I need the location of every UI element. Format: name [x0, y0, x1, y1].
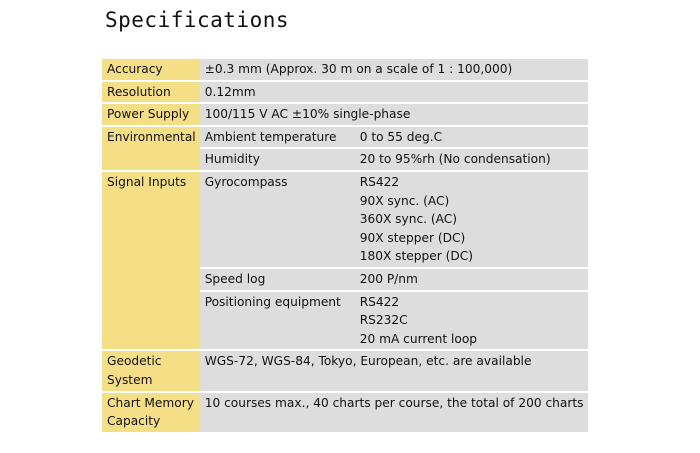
geodetic-system-value: WGS-72, WGS-84, Tokyo, European, etc. are available	[200, 351, 588, 390]
env-item-value: 20 to 95%rh (No condensation)	[355, 149, 588, 170]
row-label-signal-inputs: Signal Inputs	[102, 172, 200, 349]
gyrocompass-value-line: 90X sync. (AC)	[359, 193, 450, 208]
gyrocompass-value-line: 360X sync. (AC)	[359, 212, 458, 227]
row-label-chart-memory-capacity	[102, 393, 200, 432]
signal-item-name: Gyrocompass	[200, 172, 355, 267]
specifications-table	[102, 57, 588, 434]
table-row	[102, 351, 588, 390]
row-label-power-supply: Power Supply	[102, 104, 200, 125]
signal-item-name: Positioning equipment	[200, 292, 355, 350]
env-item-name: Ambient temperature	[200, 127, 355, 148]
resolution-value: 0.12mm	[200, 82, 588, 103]
row-label-accuracy: Accuracy	[102, 59, 200, 80]
positioning-value-line: RS422	[359, 294, 400, 309]
positioning-values	[355, 292, 588, 350]
chart-memory-label-line: Capacity	[107, 414, 161, 429]
chart-memory-label-line: Chart Memory	[107, 395, 194, 410]
row-label-resolution: Resolution	[102, 82, 200, 103]
row-label-geodetic-system: Geodetic System	[102, 351, 200, 390]
positioning-value-line: RS232C	[359, 313, 408, 328]
table-row	[102, 59, 588, 80]
table-row	[102, 127, 588, 148]
positioning-value-line: 20 mA current loop	[359, 331, 478, 346]
table-row	[102, 172, 588, 267]
table-row	[102, 104, 588, 125]
gyrocompass-values	[355, 172, 588, 267]
chart-memory-value: 10 courses max., 40 charts per course, the total of 200 charts	[200, 393, 588, 432]
env-item-name: Humidity	[200, 149, 355, 170]
table-row	[102, 393, 588, 432]
gyrocompass-value-line: 180X stepper (DC)	[359, 249, 474, 264]
gyrocompass-value-line: RS422	[359, 174, 400, 189]
power-supply-value: 100/115 V AC ±10% single-phase	[200, 104, 588, 125]
env-item-value: 0 to 55 deg.C	[355, 127, 588, 148]
table-row	[102, 82, 588, 103]
signal-item-name: Speed log	[200, 269, 355, 290]
gyrocompass-value-line: 90X stepper (DC)	[359, 230, 466, 245]
accuracy-value: ±0.3 mm (Approx. 30 m on a scale of 1 : 100,000)	[200, 59, 588, 80]
row-label-environmental: Environmental	[102, 127, 200, 170]
page-title: Specifications	[105, 8, 290, 32]
speed-log-value: 200 P/nm	[355, 269, 588, 290]
